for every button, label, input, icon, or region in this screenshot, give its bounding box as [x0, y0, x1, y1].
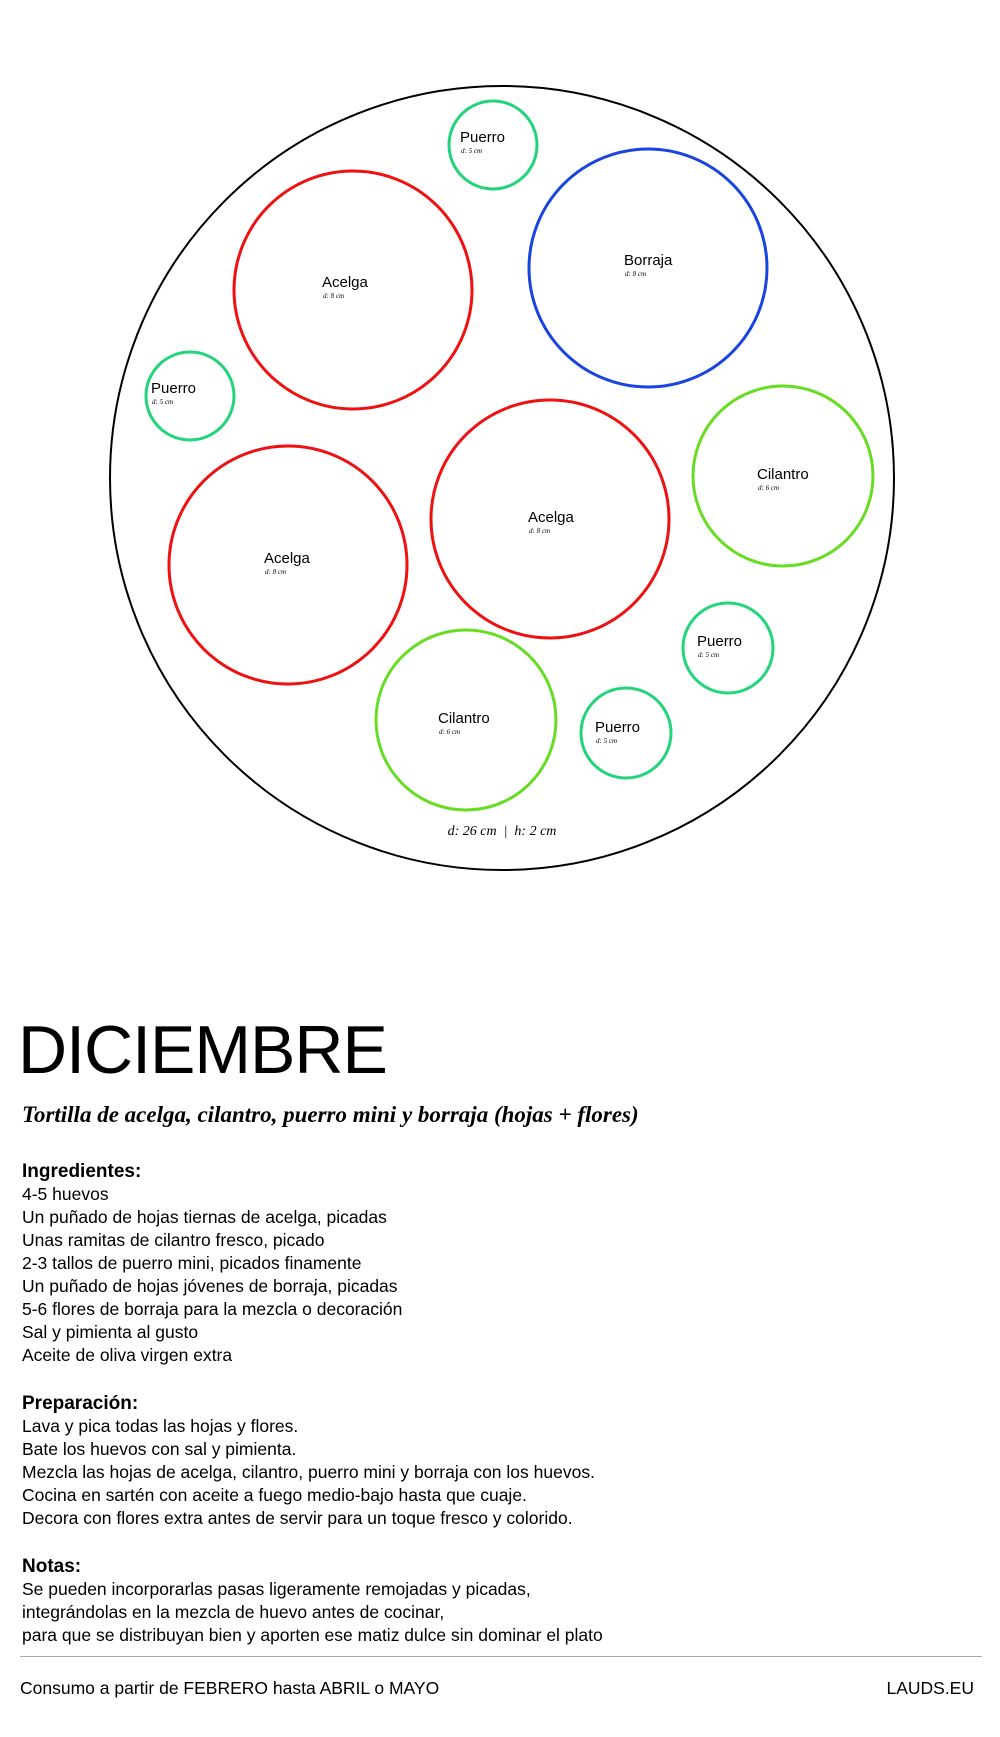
ingredient-item: Un puñado de hojas tiernas de acelga, picadas [22, 1207, 387, 1227]
ingredients-heading: Ingredientes: [22, 1161, 142, 1182]
acelga-size-label: d: 8 cm [529, 527, 550, 535]
ingredient-item: Sal y pimienta al gusto [22, 1322, 199, 1342]
recipe-title: Tortilla de acelga, cilantro, puerro mini y borraja (hojas + flores) [22, 1102, 639, 1127]
ingredient-item: Unas ramitas de cilantro fresco, picado [22, 1230, 325, 1250]
veg-puerro-1 [449, 101, 537, 189]
preparation-step: Lava y pica todas las hojas y flores. [22, 1416, 299, 1436]
preparation-step: Bate los huevos con sal y pimienta. [22, 1439, 297, 1459]
ingredient-item: Un puñado de hojas jóvenes de borraja, picadas [22, 1276, 398, 1296]
note-line: integrándolas en la mezcla de huevo antes de cocinar, [22, 1602, 445, 1622]
borraja-size-label: d: 8 cm [625, 270, 646, 278]
veg-puerro-4 [146, 352, 234, 440]
preparation-heading: Preparación: [22, 1393, 139, 1414]
ingredient-item: 4-5 huevos [22, 1184, 109, 1204]
puerro-label: Puerro [460, 129, 506, 146]
season-note: Consumo a partir de FEBRERO hasta ABRIL o MAYO [20, 1678, 440, 1698]
vegetable-circles [146, 101, 873, 810]
puerro-label: Puerro [595, 719, 641, 736]
note-line: Se pueden incorporarlas pasas ligeramente remojadas y picadas, [22, 1579, 531, 1599]
veg-acelga-2 [234, 171, 472, 409]
plate-dimensions-label: d: 26 cm | h: 2 cm [447, 824, 557, 839]
preparation-step: Mezcla las hojas de acelga, cilantro, puerro mini y borraja con los huevos. [22, 1462, 595, 1482]
puerro-label: Puerro [697, 633, 743, 650]
puerro-size-label: d: 5 cm [152, 398, 173, 406]
preparation-section [22, 1392, 595, 1530]
preparation-step: Cocina en sartén con aceite a fuego medio-bajo hasta que cuaje. [22, 1485, 527, 1505]
ingredient-item: 2-3 tallos de puerro mini, picados finamente [22, 1253, 362, 1273]
acelga-label: Acelga [528, 509, 574, 526]
cilantro-size-label: d: 6 cm [758, 484, 779, 492]
footer-divider [20, 1656, 982, 1657]
puerro-label: Puerro [151, 380, 197, 397]
ingredient-item: Aceite de oliva virgen extra [22, 1345, 233, 1365]
acelga-size-label: d: 8 cm [265, 568, 286, 576]
notes-heading: Notas: [22, 1556, 82, 1577]
puerro-size-label: d: 5 cm [596, 737, 617, 745]
acelga-label: Acelga [322, 274, 368, 291]
acelga-label: Acelga [264, 550, 310, 567]
puerro-size-label: d: 5 cm [461, 147, 482, 155]
preparation-step: Decora con flores extra antes de servir para un toque fresco y colorido. [22, 1508, 573, 1528]
puerro-size-label: d: 5 cm [698, 651, 719, 659]
ingredient-item: 5-6 flores de borraja para la mezcla o decoración [22, 1299, 403, 1319]
acelga-size-label: d: 8 cm [323, 292, 344, 300]
month-title: DICIEMBRE [18, 1012, 387, 1088]
notes-section [22, 1555, 603, 1647]
preparation-list [22, 1415, 595, 1530]
veg-puerro-8 [683, 603, 773, 693]
borraja-label: Borraja [624, 252, 673, 269]
cilantro-size-label: d: 6 cm [439, 728, 460, 736]
cilantro-label: Cilantro [438, 710, 490, 727]
note-line: para que se distribuyan bien y aporten ese matiz dulce sin dominar el plato [22, 1625, 603, 1645]
ingredients-section [22, 1160, 402, 1367]
ingredients-list [22, 1183, 402, 1367]
notes-list [22, 1578, 603, 1647]
brand-link[interactable]: LAUDS.EU [886, 1678, 974, 1698]
veg-acelga-7 [169, 446, 407, 684]
veg-cilantro-6 [693, 386, 873, 566]
veg-borraja-3 [529, 149, 767, 387]
veg-puerro-10 [581, 688, 671, 778]
cilantro-label: Cilantro [757, 466, 809, 483]
veg-cilantro-9 [376, 630, 556, 810]
veg-acelga-5 [431, 400, 669, 638]
